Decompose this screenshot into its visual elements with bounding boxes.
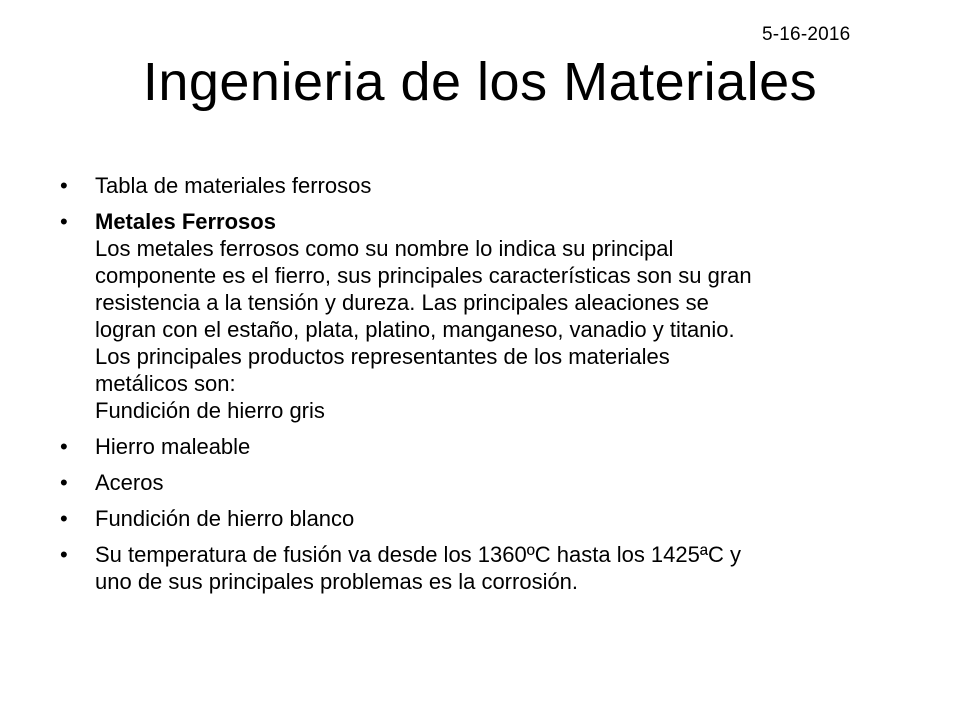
bullet-item [60, 433, 910, 460]
bullet-item [60, 541, 910, 595]
bullet-icon: • [60, 542, 68, 567]
bullet-text: Hierro maleable [95, 434, 251, 459]
bullet-text: Tabla de materiales ferrosos [95, 173, 372, 198]
bullet-text-line: Los principales productos representantes de los materiales [95, 344, 670, 369]
slide-title: Ingenieria de los Materiales [142, 52, 818, 112]
bullet-item [60, 208, 910, 424]
bullet-text-line: resistencia a la tensión y dureza. Las principales aleaciones se [95, 290, 709, 315]
bullet-text-line: Su temperatura de fusión va desde los 1360ºC hasta los 1425ªC y [95, 542, 742, 567]
bullet-text-line: Fundición de hierro gris [95, 398, 325, 423]
bullet-icon: • [60, 173, 68, 198]
bullet-item [60, 172, 910, 199]
bullet-text-line: uno de sus principales problemas es la corrosión. [95, 569, 579, 594]
bullet-icon: • [60, 434, 68, 459]
bullet-item [60, 505, 910, 532]
slide-date: 5-16-2016 [762, 24, 851, 45]
bullet-text: Aceros [95, 470, 164, 495]
bullet-icon: • [60, 209, 68, 234]
bullet-text: Fundición de hierro blanco [95, 506, 355, 531]
bullet-icon: • [60, 470, 68, 495]
bullet-icon: • [60, 506, 68, 531]
bullet-text-line: Los metales ferrosos como su nombre lo indica su principal [95, 236, 674, 261]
bullet-text-line: logran con el estaño, plata, platino, manganeso, vanadio y titanio. [95, 317, 735, 342]
bullet-item [60, 469, 910, 496]
bullet-heading: Metales Ferrosos [95, 209, 276, 234]
bullet-text-line: metálicos son: [95, 371, 236, 396]
bullet-text-line: componente es el fierro, sus principales características son su gran [95, 263, 752, 288]
bullet-list [60, 172, 910, 595]
